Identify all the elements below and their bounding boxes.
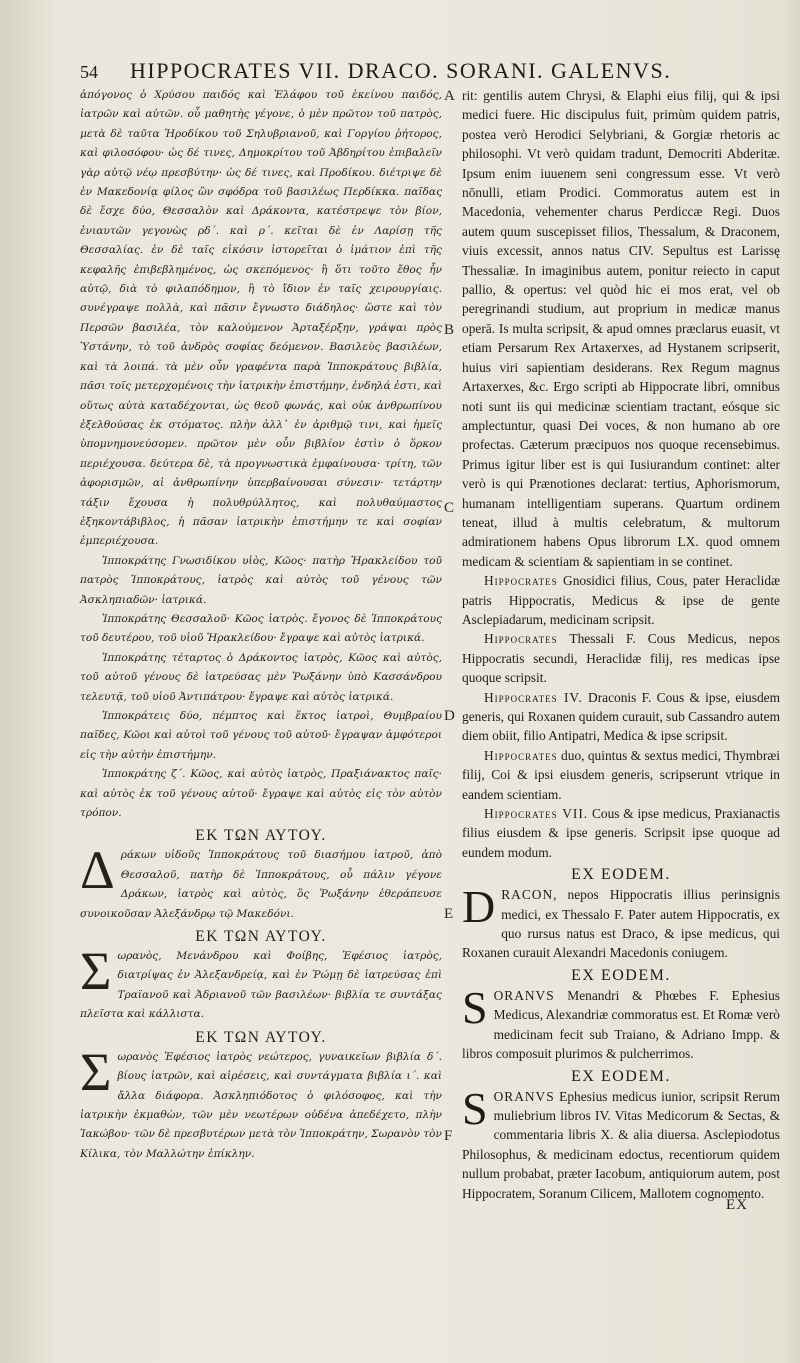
latin-text: Thessali F. Cous Medicus, nepos Hippocratis secundi, Heraclidæ filij, res medicas ipse quoque scripsit.	[462, 631, 780, 686]
section-heading: ΕΚ ΤΩΝ ΑΥΤΟΥ.	[195, 1028, 327, 1046]
greek-paragraph: Ἱπποκράτεις δύο, πέμπτος καὶ ἕκτος ἰατροὶ, Θυμβραίου παῖδες, Κῶοι καὶ αὐτοὶ τοῦ γένους τοῦ αὐτοῦ· ἔγραψαν ἀμφότεροι εἰς τὴν αὐτὴν ἐπιστήμην.	[80, 710, 442, 761]
name-smallcaps: Hippocrates VII.	[484, 806, 589, 822]
latin-paragraph	[462, 804, 780, 862]
latin-paragraph	[462, 981, 780, 1064]
page-number: 54	[80, 62, 98, 82]
greek-paragraph	[80, 840, 442, 924]
margin-letter-c: C	[444, 500, 455, 516]
margin-letter-f: F	[444, 1128, 453, 1144]
latin-text: Gnosidici filius, Cous, pater Heraclidæ patris Hippocratis, Medicus & ipse de gente Asclepiadarum, medicinam scripsit.	[462, 573, 780, 627]
greek-paragraph: Ἱπποκράτης τέταρτος ὁ Δράκοντος ἰατρὸς, Κῶος καὶ αὐτὸς, τοῦ αὐτοῦ γένους δὲ ἰατρεύσας μὲν Ῥωξάνην ὑπὸ Κασσάνδρου τελευτᾷ, τοῦ υἱοῦ Ἀντιπάτρου· ἔγραψε καὶ αὐτὸς ἰατρικά.	[80, 651, 442, 703]
running-head: HIPPOCRATES VII. DRACO. SORANI. GALENVS.	[130, 58, 672, 83]
latin-paragraph	[462, 881, 780, 963]
margin-letter-a: A	[444, 88, 455, 104]
drop-cap: Δ	[80, 840, 115, 901]
latin-text: Menandri & Phœbes F. Ephesius Medicus, Alexandriæ commoratus est. Et Romæ verò medicinam fecit sub Traiano, & Adriano Impp. & libros composuit plurimos & pulcherrimos.	[462, 987, 780, 1062]
drop-cap: S	[462, 981, 488, 1033]
latin-paragraph: rit: gentilis autem Chrysi, & Elaphi eius filij, qui & ipsi medici fuere. Hic discipulus fuit, primùm quidem patris, postea verò Herodici Selybriani, & Gorgiæ rhetoris ac philosophi. Vt verò quidam tradunt, Democriti Abderitæ. Ipsum enim iuuenem seni congressum esse. Vt verò nōnulli, etiam Prodici. Commoratus autem est in Macedonia, vehementer charus Perdiccæ Regi. Duos autem quum suscepisset filios, Thessalum, & Draconem, viuis excessit, annos natus CIV. Sepultus est Larissę Thessaliæ. In imaginibus autem, ponitur reiecto in caput pallio, & opertus: vel quòd hic ei mos erat, vel ob peregrinandi studium, aut proprium in medicæ manus operā. Is multa scripsit, & apud omnes præclarus euasit, vt etiam Persarum Rex Artaxerxes, ad Hystanem scripserit, huius viri sapientiam desiderans. Rex Regum magnus Artaxerxes, &c. Ergo scripti ab Hippocrate libri, omnibus noti sunt iis qui medicinæ scientiam tractant, eósque sic amplectuntur, quasi Dei voces, & non humano ab ore profectas. Cæterum præcipuos nos quoque recensebimus. Primus igitur liber est is qui Iusiurandum continet: alter verò is qui Prænotiones declarat: tertius, Aphorismorum, humanam intelligentiam superans. Quartum ordinem teneat, illud à multis celebratum, & multorum admirationem habens Opus librorum LX. quod omnem medicam & scientiam & sapientiam in se continet.	[462, 88, 780, 569]
margin-letter-b: B	[444, 322, 455, 338]
latin-paragraph	[462, 688, 780, 746]
latin-text: , nepos Hippocratis illius perinsignis medici, ex Thessalo F. Pater autem Hippocratis, ex quo rursus natus est Draco, & ipse medicus, qui Roxanen curauit Alexandri Macedonis coniugem.	[462, 887, 780, 961]
section-heading: EX EODEM.	[571, 1067, 671, 1085]
latin-text: Draconis F. Cous & ipse, eiusdem generis, qui Roxanen quidem curauit, sub Cassandro autem diem obiit, filio Antipatri, Medica & ipse scripsit.	[462, 689, 780, 744]
name-smallcaps: Hippocrates	[484, 631, 558, 647]
latin-text: duo, quintus & sextus medici, Thymbræi filij, Coi & ipsi eiusdem generis, scripserunt vtrique in eandem scientiam.	[462, 747, 780, 802]
greek-paragraph: Ἱπποκράτης Θεσσαλοῦ· Κῶος ἰατρὸς. ἔγονος δὲ Ἱπποκράτους τοῦ δευτέρου, τοῦ υἱοῦ Ἡρακλείδου· ἔγραψε καὶ αὐτὸς ἰατρικά.	[80, 612, 442, 645]
drop-cap: D	[462, 881, 496, 933]
margin-letter-d: D	[444, 708, 455, 724]
page-header	[80, 58, 780, 88]
greek-paragraph: Ἱπποκράτης Γνωσιδίκου υἱὸς, Κῶος· πατὴρ Ἡρακλείδου τοῦ πατρὸς Ἱπποκράτους, ἰατρὸς καὶ αὐτὸς τοῦ γένους τῶν Ἀσκληπιαδῶν· ἰατρικά.	[80, 554, 442, 606]
greek-text: ράκων υἱδοῦς Ἱπποκράτους τοῦ διασήμου ἰατροῦ, ἀπὸ Θεσσαλοῦ, πατὴρ δὲ Ἱπποκράτους, οὗ πάλιν γέγονε Δράκων, ἰατρὸς καὶ αὐτὸς, ὃς Ῥωξάνην ἐθεράπευσε συνοικοῦσαν Ἀλεξάνδρῳ τῷ Μακεδόνι.	[80, 849, 442, 920]
latin-paragraph	[462, 746, 780, 804]
latin-paragraph	[462, 1082, 780, 1203]
name-smallcaps: Hippocrates	[484, 573, 558, 589]
drop-cap: Σ	[80, 941, 112, 1002]
latin-paragraph	[462, 571, 780, 629]
greek-paragraph: ἀπόγονος ὁ Χρύσου παιδός καὶ Ἐλάφου τοῦ ἐκείνου παιδός, ἰατρῶν καὶ αὐτῶν. οὗ μαθητὴς γέγονε, ὁ μὲν πρῶτον τοῦ πατρὸς, μετὰ δὲ ταῦτα Ἡροδίκου τοῦ Σηλυβριανοῦ, καὶ Γοργίου ῥήτορος, καὶ φιλοσόφου· ὡς δέ τινες, Δημοκρίτου τοῦ Ἀβδηρίτου ἐπιβαλεῖν γὰρ αὐτῷ νέῳ πρεσβύτην· ὡς δέ τινες, καὶ Προδίκου. διέτριψε δὲ ἐν Μακεδονίᾳ φίλος ὢν σφόδρα τοῦ βασιλέως Περδίκκα. παῖδας δὲ ἔσχε δύο, Θεσσαλὸν καὶ Δράκοντα, κατέστρεψε τὸν βίον, ἐνιαυτῶν γεγονὼς ρδ´. καὶ ρ´. κεῖται δὲ ἐν Λαρίσῃ τῆς Θεσσαλίας. ἐν δὲ ταῖς εἰκόσιν ἱστορεῖται ὁ ἱμάτιον ἐπὶ τῆς κεφαλῆς ἐπιβεβλημένος, ὡς σκεπόμενος· ἢ ὅτι τοῦτο ἔθος ἦν αὐτῷ, διὰ τὸ φιλαπόδημον, ἢ τὸ ἴδιον ἐν ταῖς χειρουργίαις. συνέγραψε πολλὰ, καὶ πᾶσιν ἔγνωστο διάδηλος· ὥστε καὶ τὸν Περσῶν βασιλέα, τὸν καλούμενον Ἀρταξέρξην, γράψαι πρὸς Ὑστάνην, τὸ τοῦ ἀνδρὸς σοφίας δεόμενον. Βασιλεὺς βασιλέων, καὶ τὰ λοιπά. τὰ μὲν οὖν γραφέντα παρὰ Ἱπποκράτους βιβλία, πᾶσι τοῖς μετερχομένοις τὴν ἰατρικὴν ἐπιστήμην, ἐνδηλά ἐστι, καὶ οὕτως αὐτὰ καταδέχονται, ὡς θεοῦ φωνάς, καὶ οὐκ ἀνθρωπίνου ἐξελθούσας ἐκ στόματος. πλὴν ἀλλ᾽ ἐν ἀριθμῷ τινι, καὶ ἡμεῖς ὑπομνημονεύσομεν. πρῶτον μὲν οὖν βιβλίον ἐστὶν ὁ ὅρκον περιέχουσα. δεύτερα δὲ, τὰ προγνωστικὰ ἐμφαίνουσα· τρίτη, τῶν ἀφορισμῶν, αἱ ἀνθρωπίνην ὑπερβαίνουσαι σύνεσιν· τετάρτην τάξιν ἔχουσα ἡ πολυθρύλλητος, καὶ πολυθαύμαστος ἑξηκοντάβιβλος, ἡ πᾶσαν ἰατρικὴν ἐπιστήμην τε καὶ σοφίαν ἐμπεριέχουσα.	[80, 89, 442, 548]
name-smallcaps: Hippocrates IV.	[484, 689, 583, 705]
name-smallcaps: ORANVS	[493, 987, 555, 1003]
latin-paragraph	[462, 629, 780, 687]
section-heading: EX EODEM.	[571, 966, 671, 984]
greek-text: ωρανὸς, Μενάνδρου καὶ Φοίβης, Ἐφέσιος ἰατρὸς, διατρίψας ἐν Ἀλεξανδρείᾳ, καὶ ἐν Ῥώμῃ δὲ ἰατρεύσας ἐπὶ Τραϊανοῦ καὶ Ἀδριανοῦ τῶν βασιλέων· βιβλία τε συντάξας πλεῖστα καὶ κάλλιστα.	[80, 950, 442, 1021]
latin-text: Ephesius medicus iunior, scripsit Rerum muliebrium libros IV. Vitas Medicorum & Sectas, & commentaria libris X. & alia diuersa. Asclepiodotus Philosophus, & medicinam edoctus, recentiorum quidem nullum probabat, præter Iacobum, antiquiorum autem, post Hippocratem, Soranum Cilicem, Mallotem cognomento.	[462, 1088, 780, 1201]
drop-cap: Σ	[80, 1041, 112, 1102]
greek-paragraph	[80, 941, 442, 1025]
greek-paragraph: Ἱπποκράτης ζ´. Κῶος, καὶ αὐτὸς ἰατρὸς, Πραξιάνακτος παῖς· καὶ αὐτὸς ἐκ τοῦ γένους αὐτοῦ· ἔγραψε καὶ αὐτὸς εἰς τὸν αὐτὸν τρόπον.	[80, 768, 442, 820]
latin-column	[462, 86, 780, 1203]
greek-text: ωρανὸς Ἐφέσιος ἰατρὸς νεώτερος, γυναικεῖων βιβλία δ´. βίους ἰατρῶν, καὶ αἱρέσεις, καὶ συντάγματα βιβλία ι´. καὶ ἄλλα διάφορα. Ἀσκληπιόδοτος ὁ φιλόσοφος, καὶ τὴν ἰατρικὴν ἐκμαθὼν, τῶν μὲν νεωτέρων οὐδένα ἀπεδέχετο, πλὴν Ἰακώβου· τῶν δὲ πρεσβυτέρων μετὰ τὸν Ἱπποκράτην, Σωρανὸν τὸν Κίλικα, τὸν Μαλλώτην ἐπίκλην.	[80, 1050, 442, 1160]
section-heading: EX EODEM.	[571, 866, 671, 884]
section-heading: ΕΚ ΤΩΝ ΑΥΤΟΥ.	[195, 827, 327, 845]
greek-paragraph	[80, 1041, 442, 1164]
name-smallcaps: RACON	[501, 887, 554, 903]
catchword: EX	[726, 1197, 748, 1213]
greek-column	[80, 86, 442, 1164]
name-smallcaps: ORANVS	[493, 1088, 555, 1104]
name-smallcaps: Hippocrates	[484, 747, 558, 763]
margin-letter-e: E	[444, 906, 454, 922]
section-heading: ΕΚ ΤΩΝ ΑΥΤΟΥ.	[195, 928, 327, 946]
drop-cap: S	[462, 1082, 488, 1134]
latin-text: Cous & ipse medicus, Praxianactis filius eiusdem & ipse generis. Scripsit ipse quoque ad eundem modum.	[462, 806, 780, 860]
